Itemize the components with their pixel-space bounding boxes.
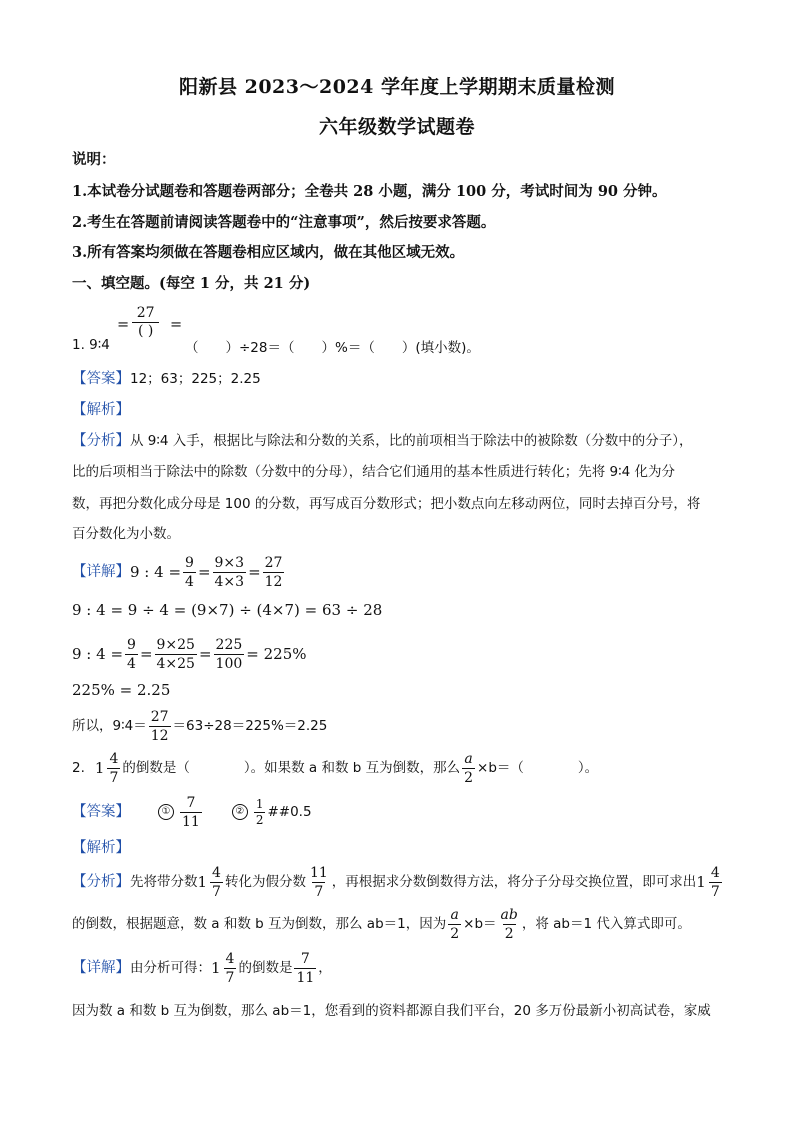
q1-equals-2: = (170, 317, 183, 333)
analysis-tag: 【分析】 (72, 433, 130, 449)
fraction: $\frac{11}{7}$ (309, 864, 328, 900)
mixed-number: 1 $\frac{4}{7}$ (696, 864, 720, 900)
circled-number-2: ② (232, 804, 248, 820)
jiexi-tag: 【解析】 (72, 840, 130, 856)
mixed-number: 1 $\frac{4}{7}$ (211, 950, 235, 986)
fraction: $\frac{a}{2}$ (464, 750, 474, 786)
instruction-item: 3.所有答案均须做在答题卷相应区域内，做在其他区域无效。 (72, 244, 465, 261)
q1-blanks: （ ）÷28＝（ ）%＝（ ）(填小数)。 (185, 340, 480, 356)
detail-tag: 【详解】 (72, 564, 130, 580)
fraction: $\frac{7}{11}$ (182, 794, 200, 830)
q1-analysis-line: 【分析】从 9∶4 入手，根据比与除法和分数的关系，比的前项相当于除法中的被除数（分数中的分子）， (72, 433, 693, 449)
fraction: $\frac{27}{12}$ (264, 554, 283, 590)
fraction: $\frac{ab}{2}$ (500, 906, 518, 942)
q1-answer: 12；63；225；2.25 (130, 371, 261, 387)
fraction: $\frac{27}{12}$ (150, 708, 169, 744)
page-title: 阳新县 2023～2024 学年度上学期期末质量检测 (179, 76, 615, 98)
q1-detail-4: 225% = 2.25 (72, 681, 171, 699)
q1-detail-3: 9 : 4 = $\frac{9}{4}$ = $\frac{9\times 25}{4\times 25}$ = $\frac{225}{100}$ = 225% (72, 636, 307, 672)
circled-number-1: ① (158, 804, 174, 820)
section-heading: 一、填空题。(每空 1 分，共 21 分) (72, 275, 311, 292)
q1-equals: = (117, 317, 130, 333)
instructions-heading: 说明： (72, 151, 116, 168)
page-subtitle: 六年级数学试题卷 (318, 116, 475, 138)
fraction: $\frac{225}{100}$ (215, 636, 243, 672)
q1-fraction: 27 ( ) (132, 305, 159, 339)
q2-detail: 【详解】 由分析可得： 1 $\frac{4}{7}$ 的倒数是 $\frac{7}{11}$ ， (72, 950, 332, 986)
q1-analysis-line: 比的后项相当于除法中的除数（分数中的分母），结合它们通用的基本性质进行转化；先将 9∶4 化为分 (72, 464, 676, 480)
fraction: $\frac{7}{11}$ (296, 950, 315, 986)
fraction: $\frac{9}{4}$ (185, 554, 194, 590)
q2-last-line: 因为数 a 和数 b 互为倒数，那么 ab＝1，您看到的资料都源自我们平台，20 多万份最新小初高试卷，家威 (72, 1003, 711, 1019)
instruction-item: 1.本试卷分试题卷和答题卷两部分；全卷共 28 小题，满分 100 分，考试时间为 90 分钟。 (72, 183, 667, 200)
q1-detail-2: 9 : 4 = 9 ÷ 4 = (9×7) ÷ (4×7) = 63 ÷ 28 (72, 601, 383, 619)
fraction: $\frac{9\times 25}{4\times 25}$ (156, 636, 195, 672)
q1-conclusion: 所以，9∶4＝ $\frac{27}{12}$ ＝63÷28＝225%＝2.25 (72, 708, 328, 744)
q1-prefix: 1. 9∶4 (72, 337, 110, 353)
jiexi-tag: 【解析】 (72, 402, 130, 418)
q2-answer-line: 【答案】 ① $\frac{7}{11}$ ② $\frac{1}{2}$ ##0.5 (72, 794, 312, 830)
answer-tag: 【答案】 (72, 371, 130, 387)
fraction: $\frac{a}{2}$ (450, 906, 460, 942)
answer-tag: 【答案】 (72, 804, 130, 820)
q2-analysis-2: 的倒数，根据题意，数 a 和数 b 互为倒数，那么 ab＝1，因为 $\frac{a}{2}$ ×b＝ $\frac{ab}{2}$ ，将 ab＝1 代入算式即可。 (72, 906, 691, 942)
q2-analysis-1: 【分析】 先将带分数 1 $\frac{4}{7}$ 转化为假分数 $\frac{11}{7}$ ，再根据求分数倒数得方法，将分子分母交换位置，即可求出 1 $\frac{4}{7}$ (72, 862, 724, 902)
q1-detail-1: 【详解】 9 : 4 = $\frac{9}{4}$ = $\frac{9\times 3}{4\times 3}$ = $\frac{27}{12}$ (72, 554, 283, 590)
question-2: 2. 1 $\frac{4}{7}$ 的倒数是（ ）。如果数 a 和数 b 互为倒数，那么 $\frac{a}{2}$ ×b＝（ ）。 (72, 750, 599, 786)
fraction: $\frac{1}{2}$ (255, 796, 264, 827)
mixed-number: 1 $\frac{4}{7}$ (197, 864, 221, 900)
q1-answer-line (72, 369, 261, 389)
fraction: $\frac{9\times 3}{4\times 3}$ (214, 554, 245, 590)
instruction-item: 2.考生在答题前请阅读答题卷中的“注意事项”，然后按要求答题。 (72, 214, 496, 231)
q1-analysis-line: 数，再把分数化成分母是 100 的分数，再写成百分数形式；把小数点向左移动两位，同时去掉百分号，将 (72, 496, 701, 512)
mixed-number: 1 $\frac{4}{7}$ (94, 750, 119, 786)
q1-analysis-line: 百分数化为小数。 (72, 526, 180, 542)
fraction: $\frac{9}{4}$ (127, 636, 136, 672)
